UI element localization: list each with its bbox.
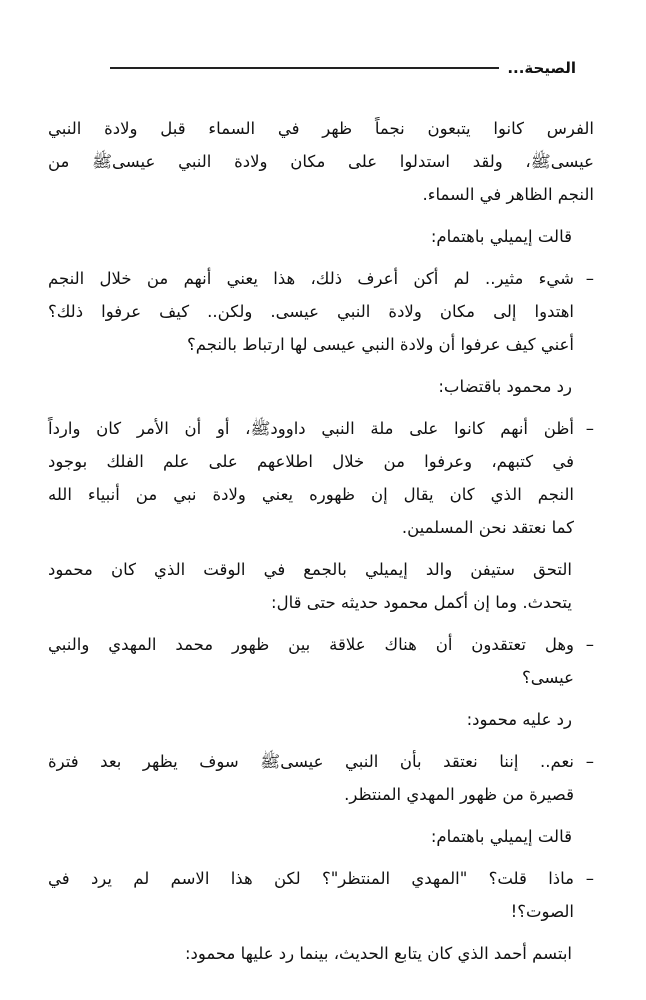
dialogue-paragraph: [48, 628, 594, 694]
text-line: أعني كيف عرفوا أن ولادة النبي عيسى لها ارتباط بالنجم؟: [186, 335, 574, 354]
header-title: الصيحة...: [507, 59, 576, 77]
text-line: الفرس كانوا يتبعون نجماً ظهر في السماء قبل ولادة النبي: [48, 119, 594, 138]
text-line: نعم.. إننا نعتقد بأن النبي عيسىﷺ سوف يظهر بعد فترة: [48, 752, 574, 771]
dialogue-paragraph: [48, 745, 594, 811]
text-line: رد عليه محمود:: [466, 710, 572, 729]
text-line: التحق ستيفن والد إيميلي بالجمع في الوقت الذي كان محمود: [48, 560, 572, 579]
dialogue-dash: –: [585, 869, 594, 888]
text-line: الصوت؟!: [510, 902, 574, 921]
text-line: شيء مثير.. لم أكن أعرف ذلك، هذا يعني أنهم من خلال النجم: [48, 269, 574, 288]
dialogue-dash: –: [585, 635, 594, 654]
dialogue-paragraph: [48, 412, 594, 544]
text-line: وهل تعتقدون أن هناك علاقة بين ظهور محمد المهدي والنبي: [48, 635, 574, 654]
text-line: رد محمود باقتضاب:: [438, 377, 572, 396]
narration-paragraph: [48, 820, 594, 853]
running-header: [110, 56, 576, 80]
narration-paragraph: [48, 220, 594, 253]
text-line: قالت إيميلي باهتمام:: [430, 227, 572, 246]
narration-paragraph: [48, 112, 594, 211]
text-line: عيسىﷺ، ولقد استدلوا على مكان ولادة النبي عيسىﷺ من: [48, 152, 594, 171]
text-line: يتحدث. وما إن أكمل محمود حديثه حتى قال:: [271, 593, 572, 612]
text-line: النجم الظاهر في السماء.: [422, 185, 594, 204]
narration-paragraph: [48, 703, 594, 736]
text-line: كما نعتقد نحن المسلمين.: [401, 518, 574, 537]
text-line: أظن أنهم كانوا على ملة النبي داوودﷺ، أو أن الأمر كان وارداً: [48, 419, 574, 438]
text-line: ابتسم أحمد الذي كان يتابع الحديث، بينما رد عليها محمود:: [184, 944, 572, 963]
text-line: اهتدوا إلى مكان ولادة النبي عيسى. ولكن.. كيف عرفوا ذلك؟: [48, 302, 574, 321]
narration-paragraph: [48, 937, 594, 970]
header-rule: [110, 67, 499, 69]
text-line: في كتبهم، وعرفوا من خلال اطلاعهم على علم الفلك بوجود: [48, 452, 574, 471]
text-line: ماذا قلت؟ "المهدي المنتظر"؟ لكن هذا الاسم لم يرد في: [48, 869, 574, 888]
dialogue-dash: –: [585, 752, 594, 771]
page-body: [48, 112, 594, 979]
narration-paragraph: [48, 370, 594, 403]
text-line: النجم الذي كان يقال إن ظهوره يعني ولادة نبي من أنبياء الله: [48, 485, 574, 504]
text-line: قالت إيميلي باهتمام:: [430, 827, 572, 846]
narration-paragraph: [48, 553, 594, 619]
dialogue-paragraph: [48, 262, 594, 361]
text-line: قصيرة من ظهور المهدي المنتظر.: [344, 785, 574, 804]
dialogue-dash: –: [585, 419, 594, 438]
dialogue-paragraph: [48, 862, 594, 928]
text-line: عيسى؟: [521, 668, 574, 687]
dialogue-dash: –: [585, 269, 594, 288]
